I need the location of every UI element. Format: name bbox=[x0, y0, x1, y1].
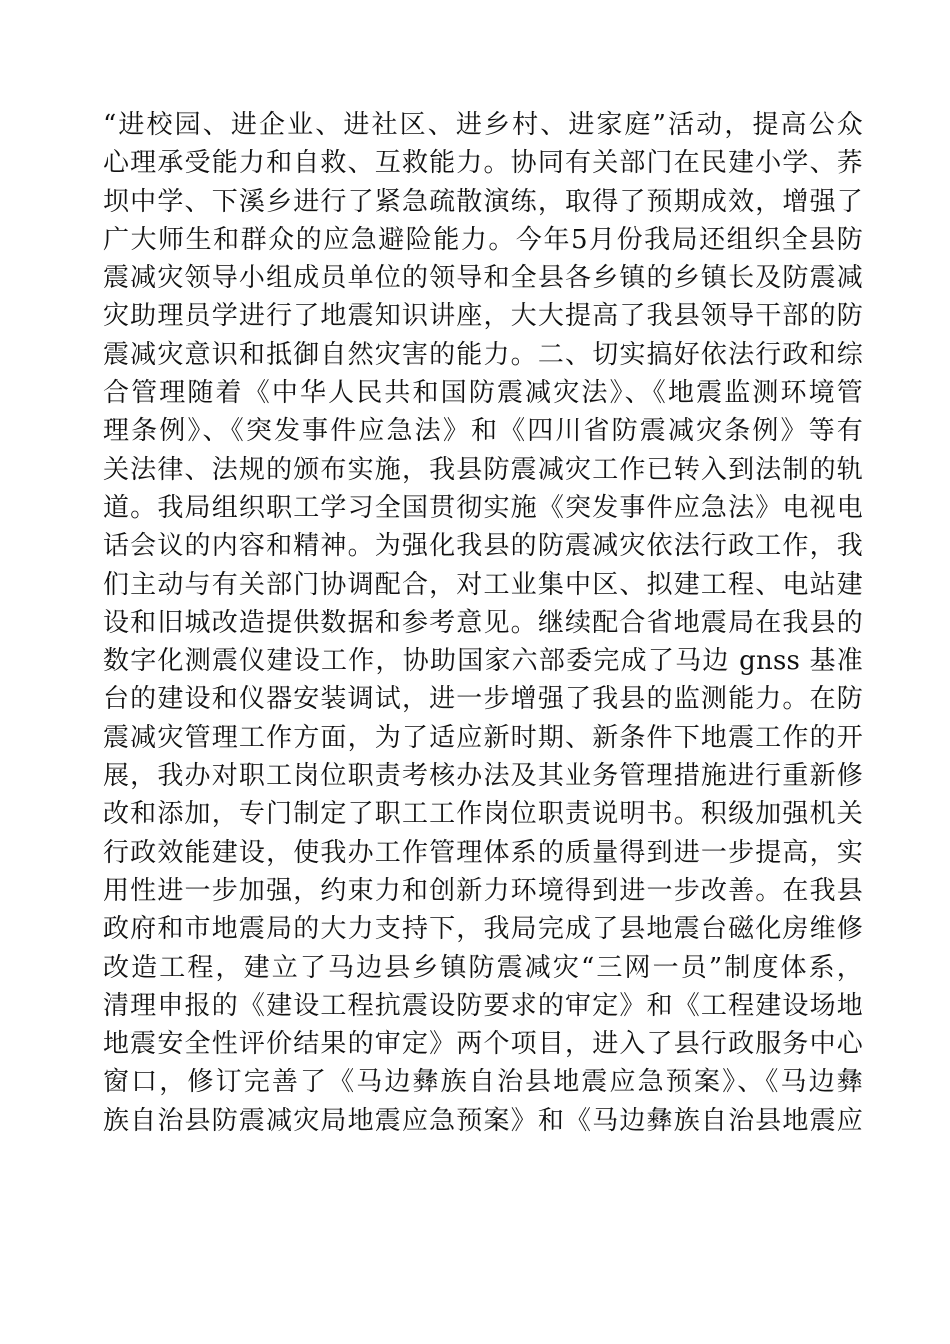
text-line: 震减灾领导小组成员单位的领导和全县各乡镇的乡镇长及防震减 bbox=[103, 263, 863, 294]
text-line: 心理承受能力和自救、互救能力。协同有关部门在民建小学、荞 bbox=[103, 148, 863, 179]
text-line: 用性进一步加强，约束力和创新力环境得到进一步改善。在我县 bbox=[103, 875, 863, 906]
text-line: 数字化测震仪建设工作，协助国家六部委完成了马边 gnss 基准 bbox=[103, 646, 863, 677]
text-line: 广大师生和群众的应急避险能力。今年5月份我局还组织全县防 bbox=[103, 224, 863, 255]
text-line: 设和旧城改造提供数据和参考意见。继续配合省地震局在我县的 bbox=[103, 607, 863, 638]
text-line: 们主动与有关部门协调配合，对工业集中区、拟建工程、电站建 bbox=[103, 569, 863, 600]
text-line: 坝中学、下溪乡进行了紧急疏散演练，取得了预期成效，增强了 bbox=[103, 186, 863, 217]
body-paragraph bbox=[103, 106, 863, 1140]
text-line: 地震安全性评价结果的审定》两个项目，进入了县行政服务中心 bbox=[103, 1029, 863, 1060]
text-line: 关法律、法规的颁布实施，我县防震减灾工作已转入到法制的轨 bbox=[103, 454, 863, 485]
text-line: 行政效能建设，使我办工作管理体系的质量得到进一步提高，实 bbox=[103, 837, 863, 868]
text-line: 震减灾管理工作方面，为了适应新时期、新条件下地震工作的开 bbox=[103, 722, 863, 753]
text-line: 改和添加，专门制定了职工工作岗位职责说明书。积级加强机关 bbox=[103, 799, 863, 830]
text-line: 理条例》、《突发事件应急法》和《四川省防震减灾条例》等有 bbox=[103, 416, 863, 447]
text-line: 展，我办对职工岗位职责考核办法及其业务管理措施进行重新修 bbox=[103, 761, 863, 792]
text-line: 台的建设和仪器安装调试，进一步增强了我县的监测能力。在防 bbox=[103, 684, 863, 715]
text-line: 合管理随着《中华人民共和国防震减灾法》、《地震监测环境管 bbox=[103, 378, 863, 409]
text-line: 清理申报的《建设工程抗震设防要求的审定》和《工程建设场地 bbox=[103, 990, 863, 1021]
text-line: 窗口，修订完善了《马边彝族自治县地震应急预案》、《马边彝 bbox=[103, 1067, 863, 1098]
text-line: 改造工程，建立了马边县乡镇防震减灾“三网一员”制度体系， bbox=[103, 952, 863, 983]
text-line: “进校园、进企业、进社区、进乡村、进家庭”活动，提高公众 bbox=[103, 110, 863, 140]
text-line: 族自治县防震减灾局地震应急预案》和《马边彝族自治县地震应 bbox=[103, 1105, 863, 1136]
text-line: 灾助理员学进行了地震知识讲座，大大提高了我县领导干部的防 bbox=[103, 301, 863, 332]
text-line: 震减灾意识和抵御自然灾害的能力。二、切实搞好依法行政和综 bbox=[103, 339, 863, 370]
text-line: 政府和市地震局的大力支持下，我局完成了县地震台磁化房维修 bbox=[103, 914, 863, 945]
text-line: 道。我局组织职工学习全国贯彻实施《突发事件应急法》电视电 bbox=[103, 492, 863, 523]
text-line: 话会议的内容和精神。为强化我县的防震减灾依法行政工作，我 bbox=[103, 531, 863, 562]
